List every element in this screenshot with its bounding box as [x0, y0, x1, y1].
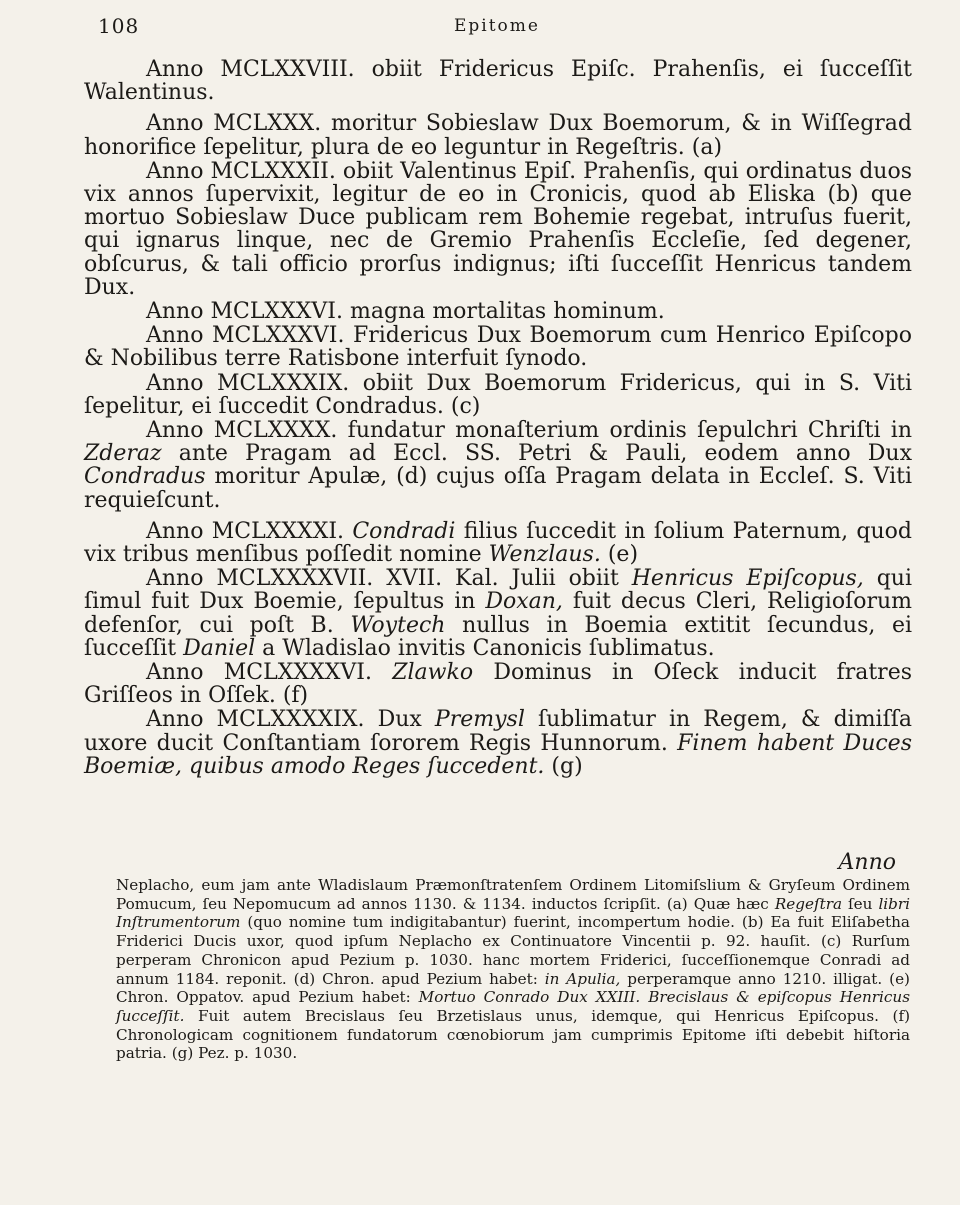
entry-paragraph: [84, 661, 912, 707]
entry-paragraph: [84, 160, 912, 299]
text-run: ante Pragam ad Eccl. SS. Petri & Pauli, eodem anno Dux: [161, 441, 912, 467]
text-run: Neplacho, eum jam ante Wladislaum Præmonſtratenſem Ordinem Litomiſslium & Gryſeum Ordinem Pomucum, ſeu Nepomucum ad annos 1130. & 1134. inductos ſcripſit. (a) Quæ hæc: [116, 876, 910, 913]
italic-run: Doxan,: [485, 589, 563, 615]
text-run: Anno MCLXXXX. fundatur monaſterium ordinis ſepulchri Chriſti in: [146, 418, 912, 444]
text-run: Anno MCLXXXXVI.: [146, 660, 393, 686]
entry-paragraph: [84, 58, 912, 104]
catchword: Anno: [838, 850, 896, 875]
text-run: ſublimatur in Regem, & dimiſſa uxore ducit Conſtantiam ſororem Regis Hunnorum.: [84, 707, 912, 756]
page-number: 108: [98, 14, 140, 38]
main-text: [84, 58, 912, 778]
text-run: a Wladislao invitis Canonicis ſublimatus.: [255, 635, 715, 661]
text-run: Anno MCLXXXII. obiit Valentinus Epiſ. Prahenſis, qui ordinatus duos vix annos ſupervixit, legitur de eo in Cronicis, quod ab Eliska (b) que mortuo Sobieslaw Duce publicam rem Bohemie regebat, intruſus fuerit, qui ignarus linque, nec de Gremio Prahenſis Eccleſie, ſed degener, obſcurus, & tali officio prorſus indignus; iſti ſucceſſit Henricus tandem Dux.: [84, 158, 912, 300]
footnote-text: [116, 876, 910, 1063]
italic-run: Regeſtra: [774, 894, 843, 913]
text-run: perperamque anno 1210. illigat. (e) Chron. Oppatov. apud Pezium habet:: [116, 969, 910, 1007]
text-run: (e): [600, 542, 639, 568]
italic-run: Condradus: [84, 464, 206, 490]
text-run: Anno MCLXXXXI.: [146, 518, 353, 544]
text-run: qui ſimul fuit Dux Boemie, ſepultus in: [84, 566, 913, 615]
italic-run: Premysl: [434, 707, 525, 733]
text-run: (g): [544, 753, 583, 779]
entry-paragraph: [84, 708, 912, 778]
italic-run: Daniel: [183, 635, 256, 661]
text-run: Anno MCLXXXXVII. XVII. Kal. Julii obiit: [146, 566, 632, 592]
running-head: Epitome: [454, 16, 540, 36]
italic-run: Zderaz: [84, 441, 162, 467]
italic-run: Condradi: [352, 518, 456, 544]
italic-run: libri Inſtrumentorum: [116, 894, 911, 932]
text-run: nullus in Boemia extitit ſecundus, ei ſucceſſit: [84, 612, 912, 661]
entry-paragraph: [84, 324, 912, 370]
entry-paragraph: [84, 419, 912, 512]
italic-run: Finem habent Duces Boemiæ, quibus amodo Reges ſuccedent.: [84, 730, 912, 779]
text-run: (quo nomine tum indigitabantur) fuerint, incompertum hodie. (b) Ea fuit Eliſabetha Friderici Ducis uxor, quod ipſum Neplacho ex Continuatore Vincentii p. 92. hauſit. (c) Rurſum perperam Chronicon apud Pezium p. 1030. hanc mortem Friderici, ſucceſſionemque Conradi ad annum 1184. reponit. (d) Chron. apud Pezium habet:: [116, 913, 910, 988]
text-run: Anno MCLXXXVI. magna mortalitas hominum.: [146, 299, 665, 325]
footnotes: [116, 876, 910, 1063]
entry-paragraph: [84, 112, 912, 158]
italic-run: Zlawko: [392, 660, 474, 686]
text-run: Anno MCLXXXIX. obiit Dux Boemorum Fridericus, qui in S. Viti ſepelitur, ei ſuccedit Condradus. (c): [84, 370, 912, 419]
entry-paragraph: [84, 372, 912, 418]
italic-run: Henricus Epiſcopus,: [631, 566, 864, 592]
text-run: Fuit autem Brecislaus ſeu Brzetislaus unus, idemque, qui Henricus Epiſcopus. (f) Chronologicam cognitionem fundatorum cœnobiorum jam cumprimis Epitome iſti debebit hiſtoria patria. (g) Pez. p. 1030.: [116, 1006, 910, 1063]
text-run: Anno MCLXXXXIX. Dux: [146, 707, 435, 733]
text-run: Anno MCLXXVIII. obiit Fridericus Epiſc. Prahenſis, ei ſucceſſit Walentinus.: [84, 57, 912, 106]
italic-run: in Apulia,: [544, 969, 621, 988]
entry-paragraph: [84, 520, 912, 566]
entry-paragraph: [84, 300, 912, 323]
text-run: fuit decus Cleri, Religioſorum defenſor, cui poſt B.: [84, 589, 913, 638]
text-run: Anno MCLXXX. moritur Sobieslaw Dux Boemorum, & in Wiſſegrad honorifice ſepelitur, plura de eo leguntur in Regeſtris. (a): [84, 111, 912, 160]
italic-run: Mortuo Conrado Dux XXIII. Brecislaus & epiſcopus Henricus ſucceſſit.: [116, 988, 911, 1025]
text-run: Anno MCLXXXVI. Fridericus Dux Boemorum cum Henrico Epiſcopo & Nobilibus terre Ratisbone interfuit ſynodo.: [84, 323, 912, 372]
entry-paragraph: [84, 567, 912, 660]
text-run: filius ſuccedit in ſolium Paternum, quod vix tribus menſibus poſſedit nomine: [84, 518, 912, 568]
italic-run: Wenzlaus.: [488, 542, 601, 568]
text-run: ſeu: [842, 894, 879, 913]
italic-run: Woytech: [350, 612, 446, 638]
text-run: Dominus in Oſeck inducit fratres Griſſeos in Oſſek. (f): [84, 660, 913, 709]
text-run: moritur Apulæ, (d) cujus oſſa Pragam delata in Eccleſ. S. Viti requieſcunt.: [84, 464, 912, 513]
